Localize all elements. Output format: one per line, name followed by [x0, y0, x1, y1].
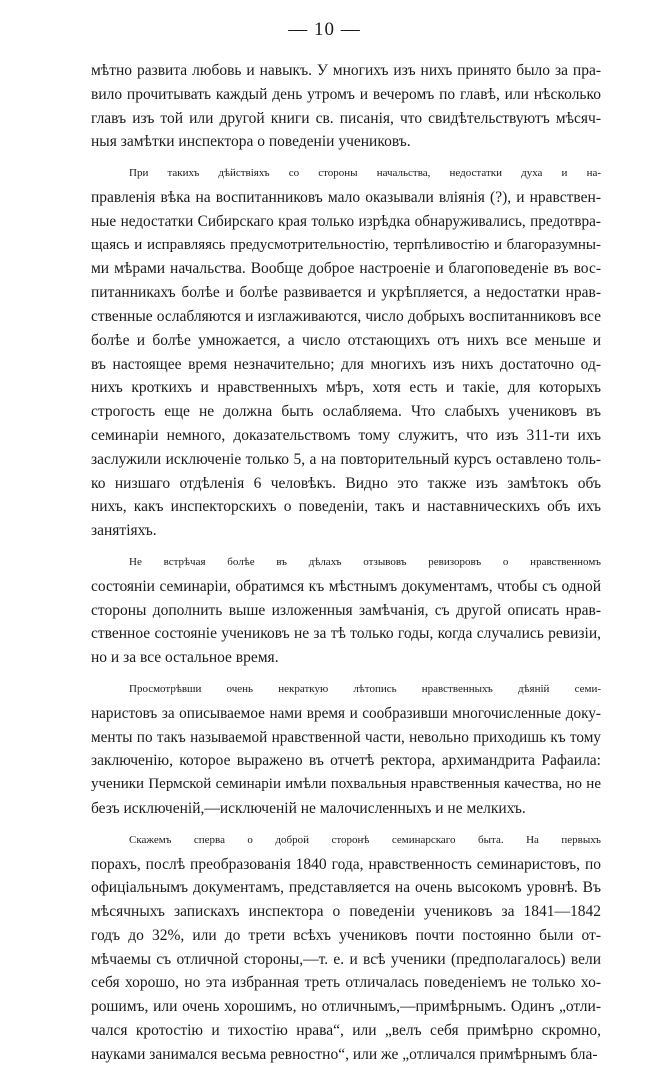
text-line: главъ изъ той или другой книги св. писанія, что свидѣтельствуютъ мѣсяч-: [91, 109, 601, 127]
paragraph: [91, 162, 601, 543]
text-line: правленія вѣка на воспитанниковъ мало оказывали вліянія (?), и нравствен-: [91, 188, 601, 206]
text-line: ученики Пермской семинаріи имѣли похвальныя нравственныя качества, но не: [91, 776, 601, 793]
text-line: рошимъ, или очень хорошимъ, но отличнымъ,—примѣрнымъ. Одинъ „отли-: [91, 998, 601, 1016]
text-line: мѣчаемы съ отличной стороны,—т. е. и всѣ ученики (предполагалось) вели: [91, 950, 601, 968]
text-line: наристовъ за описываемое нами время и сообразивши многочисленные доку-: [91, 704, 601, 722]
text-line: При такихъ дѣйствіяхъ со стороны начальства, недостатки духа и на-: [129, 167, 601, 180]
text-line: порахъ, послѣ преобразованія 1840 года, нравственность семинаристовъ, по: [91, 855, 601, 873]
text-line: стороны дополнить выше изложенныя замѣчанія, съ другой описать нрав-: [91, 601, 601, 619]
text-line: годъ до 32%, или до трети всѣхъ учениковъ почти постоянно были от-: [91, 926, 601, 944]
text-line: нихъ кроткихъ и нравственныхъ мѣръ, хотя есть и такіе, для которыхъ: [91, 379, 601, 397]
text-line: себя хорошо, но эта избранная треть отличалась поведеніемъ не только хо-: [91, 974, 601, 992]
text-line: Просмотрѣвши очень некраткую лѣтопись нравственныхъ дѣяній семи-: [129, 682, 601, 695]
text-line: ные недостатки Сибирскаго края только изрѣдка обнаруживались, предотвра-: [91, 212, 601, 230]
text-line: питанникахъ болѣе и болѣе развивается и укрѣпляется, а недостатки нрав-: [91, 284, 601, 302]
text-line: щаясь и исправляясь предусмотрительностію, терпѣливостію и благоразумны-: [91, 236, 601, 253]
text-line: нихъ, какъ инспекторскихъ о поведеніи, такъ и наставническихъ объ ихъ: [91, 498, 601, 516]
text-line: офиціальнымъ документамъ, представляется на очень высокомъ уровнѣ. Въ: [91, 879, 601, 897]
text-line: состояніи семинаріи, обратимся къ мѣстнымъ документамъ, чтобы съ одной: [91, 577, 601, 595]
text-line: чался кротостію и тихостію нрава“, или „велъ себя примѣрно скромно,: [91, 1022, 601, 1040]
text-line: ко низшаго отдѣленія 6 человѣкъ. Видно это также изъ замѣтокъ объ: [91, 474, 601, 492]
paragraph: [91, 59, 601, 154]
body-text: [91, 59, 601, 1067]
text-line: Скажемъ сперва о доброй сторонѣ семинарскаго быта. На первыхъ: [129, 833, 601, 846]
text-line: ми мѣрами начальства. Вообще доброе настроеніе и благоповеденіе въ вос-: [91, 260, 601, 278]
text-line: мѣсячныхъ запискахъ инспектора о поведеніи учениковъ за 1841—1842: [91, 903, 601, 921]
text-line: Не встрѣчая болѣе въ дѣлахъ отзывовъ ревизоровъ о нравственномъ: [129, 555, 601, 568]
paragraph-gap: [91, 670, 601, 678]
text-line: заключенію, которое выражено въ отчетѣ ректора, архимандрита Рафаила:: [91, 752, 601, 770]
paragraph: [91, 678, 601, 821]
paragraph-gap: [91, 821, 601, 829]
text-line: мѣтно развита любовь и навыкъ. У многихъ изъ нихъ принято было за пра-: [91, 62, 601, 79]
text-line: семинаріи немного, доказательствомъ тому служитъ, что изъ 311-ти ихъ: [91, 426, 601, 444]
text-line: въ настоящее время незначительно; для многихъ изъ нихъ достаточно од-: [91, 355, 601, 373]
text-line: ственные ослабляются и изглаживаются, число добрыхъ воспитанниковъ все: [91, 307, 601, 325]
text-line: ныя замѣтки инспектора о поведеніи учениковъ.: [91, 133, 411, 151]
text-line: науками занимался весьма ревностно“, или же „отличался примѣрнымъ бла-: [91, 1045, 598, 1063]
text-line: занятіяхъ.: [91, 522, 157, 540]
text-line: строгость еще не должна быть ослабляема. Что слабыхъ учениковъ въ: [91, 403, 601, 421]
paragraph-gap: [91, 543, 601, 551]
page-number: — 10 —: [288, 19, 361, 40]
text-line: безъ исключеній,—исключеній не малочисленныхъ и не мелкихъ.: [91, 799, 526, 817]
text-line: заслужили исключеніе только 5, а на повторительный курсъ оставлено толь-: [91, 450, 601, 468]
paragraph: [91, 829, 601, 1067]
text-line: вило прочитывать каждый день утромъ и вечеромъ по главѣ, или нѣсколько: [91, 85, 601, 103]
text-line: ственное состояніе учениковъ не за тѣ только годы, когда случались ревизіи,: [91, 625, 601, 643]
text-line: менты по такъ называемой нравственной части, невольно приходишь къ тому: [91, 728, 601, 746]
text-line: болѣе и болѣе умножается, а число отстающихъ отъ нихъ все меньше и: [91, 331, 601, 349]
paragraph-gap: [91, 154, 601, 162]
paragraph: [91, 551, 601, 670]
text-line: но и за все остальное время.: [91, 649, 279, 667]
